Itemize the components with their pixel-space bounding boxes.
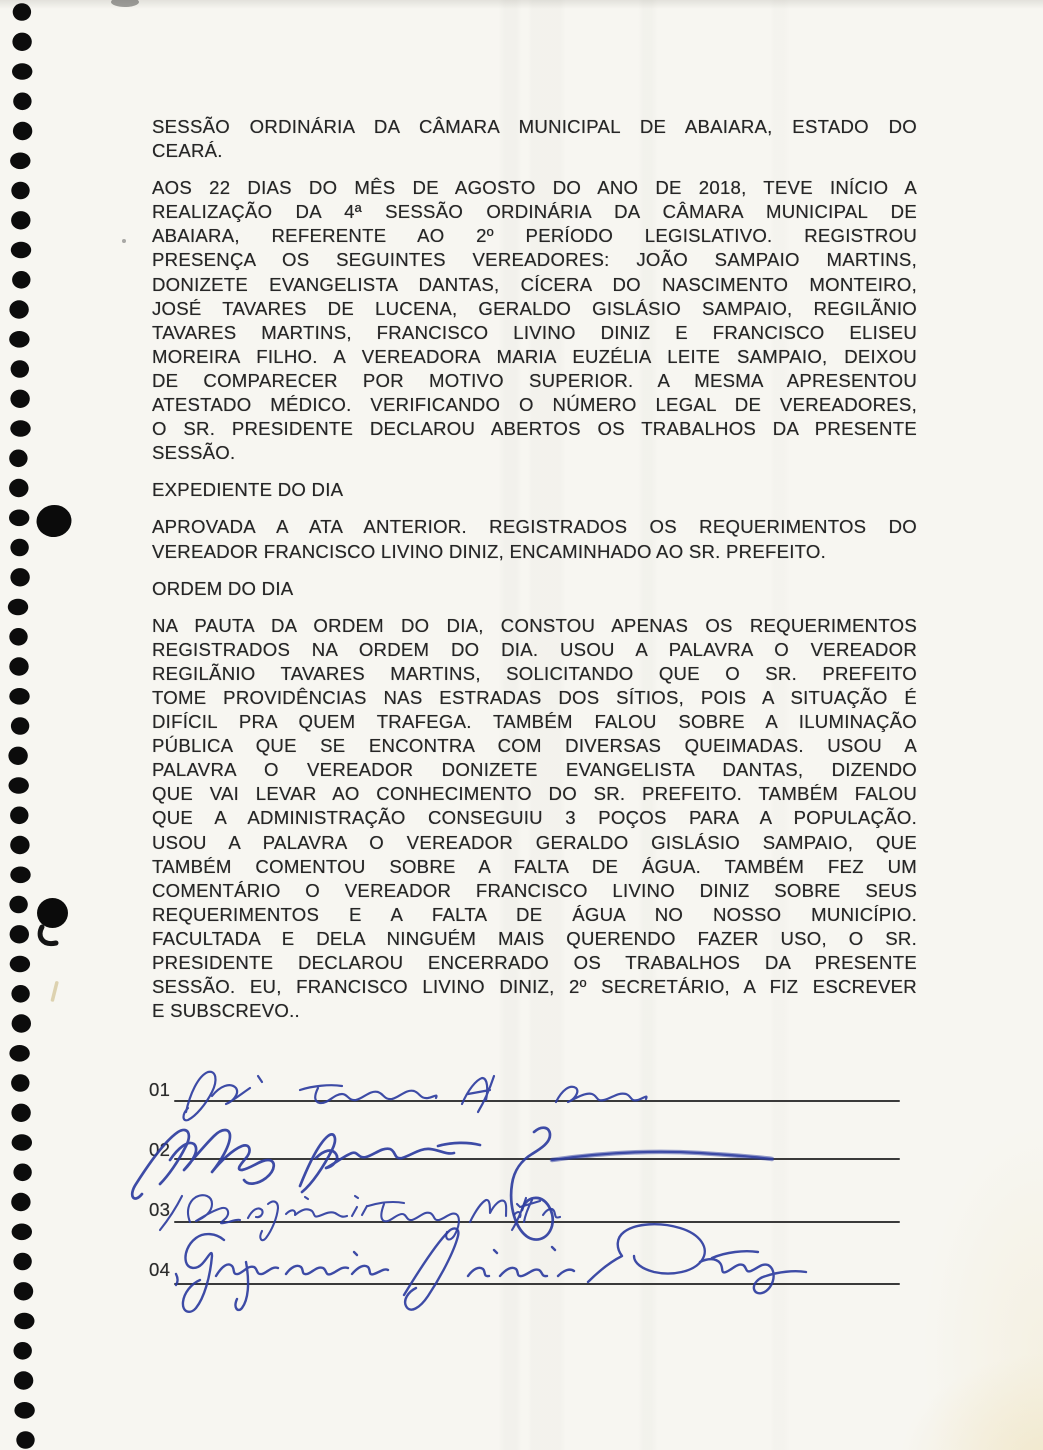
spiral-hole-icon [12, 33, 31, 51]
signature-line-01 [174, 1100, 900, 1102]
text-line: EXPEDIENTE DO DIA [152, 479, 344, 501]
spiral-binding-holes [8, 3, 35, 1449]
spiral-hole-icon [8, 747, 27, 765]
text-line: MOREIRA FILHO. A VEREADORA MARIA EUZÉLIA LEITE SAMPAIO, DEIXOU [152, 345, 917, 367]
text-line: REALIZAÇÃO DA 4ª SESSÃO ORDINÁRIA DA CÂMARA MUNICIPAL DE [152, 201, 917, 223]
spiral-hole-icon [9, 657, 28, 675]
text-line: SESSÃO. EU, FRANCISCO LIVINO DINIZ, 2º SECRETÁRIO, A FIZ ESCREVER [152, 976, 917, 998]
spiral-hole-icon [9, 777, 29, 794]
text-line: PRESIDENTE DECLAROU ENCERRADO OS TRABALHOS DA PRESENTE [152, 952, 917, 973]
text-line: QUE VAI LEVAR AO CONHECIMENTO DO SR. PREFEITO. TAMBÉM FALOU [152, 783, 917, 805]
signature-line-04 [174, 1283, 900, 1285]
text-line: TOME PROVIDÊNCIAS NAS ESTRADAS DOS SÍTIOS, POIS A SITUAÇÃO É [152, 686, 917, 708]
spiral-hole-icon [10, 956, 30, 973]
paper-scratch-mark [50, 981, 58, 1002]
spiral-hole-icon [13, 1164, 31, 1182]
text-line: REGILÃNIO TAVARES MARTINS, SOLICITANDO QUE O SR. PREFEITO [152, 662, 917, 684]
text-line: PÚBLICA QUE SE ENCONTRA COM DIVERSAS QUEIMADAS. USOU A [152, 735, 917, 757]
text-line: PALAVRA O VEREADOR DONIZETE EVANGELISTA DANTAS, DIZENDO [152, 759, 917, 781]
paragraph [152, 515, 917, 563]
text-line: DIFÍCIL PRA QUEM TRAFEGA. TAMBÉM FALOU SOBRE A ILUMINAÇÃO [152, 711, 917, 733]
signature-number-04: 04 [149, 1259, 171, 1280]
text-line: QUE A ADMINISTRAÇÃO CONSEGUIU 3 POÇOS PARA A POPULAÇÃO. [152, 807, 917, 829]
text-line: ABAIARA, REFERENTE AO 2º PERÍODO LEGISLATIVO. REGISTROU [152, 225, 917, 247]
text-line: ORDEM DO DIA [152, 577, 294, 599]
signature-number-02: 02 [149, 1139, 171, 1160]
spiral-hole-icon [11, 1193, 30, 1211]
spiral-hole-icon [13, 122, 32, 140]
text-line: COMENTÁRIO O VEREADOR FRANCISCO LIVINO DINIZ SOBRE SEUS [152, 879, 917, 901]
paragraph [152, 614, 917, 1024]
spiral-hole-icon [10, 420, 30, 437]
spiral-hole-icon [11, 717, 29, 735]
text-line: CEARÁ. [152, 140, 223, 162]
spiral-hole-icon [13, 3, 31, 21]
text-line: AOS 22 DIAS DO MÊS DE AGOSTO DO ANO DE 2018, TEVE INÍCIO A [152, 177, 917, 199]
spiral-hole-icon [9, 331, 29, 348]
spiral-hole-icon [9, 628, 27, 646]
section-heading [152, 478, 917, 502]
text-line: FACULTADA E DELA NINGUÉM MAIS QUERENDO FAZER USO, O SR. [152, 927, 917, 949]
text-line: DONIZETE EVANGELISTA DANTAS, CÍCERA DO NASCIMENTO MONTEIRO, [152, 273, 917, 295]
spiral-hole-icon [9, 300, 28, 318]
text-line: REGISTRADOS NA ORDEM DO DIA. USOU A PALAVRA O VEREADOR [152, 638, 917, 660]
spiral-hole-icon [16, 1431, 34, 1449]
text-line: TAVARES MARTINS, FRANCISCO LIVINO DINIZ E FRANCISCO ELISEU [152, 321, 917, 343]
spiral-hole-icon [12, 1224, 32, 1241]
paper-speck [122, 239, 126, 243]
spiral-hole-icon [8, 599, 28, 616]
punch-hole-smudge [40, 927, 56, 944]
signature-line-03 [174, 1221, 900, 1223]
spiral-hole-icon [13, 93, 31, 111]
spiral-hole-icon [11, 360, 29, 378]
text-line: E SUBSCREVO.. [152, 1000, 300, 1022]
text-line: REQUERIMENTOS E A FALTA DE ÁGUA NO NOSSO MUNICÍPIO. [152, 903, 917, 925]
spiral-hole-icon [11, 242, 31, 259]
text-line: USOU A PALAVRA O VEREADOR GERALDO GISLÁSIO SAMPAIO, QUE [152, 831, 917, 853]
text-line: TAMBÉM COMENTOU SOBRE A FALTA DE ÁGUA. TAMBÉM FEZ UM [152, 855, 917, 877]
punch-hole-icon [37, 898, 68, 928]
spiral-hole-icon [11, 1074, 29, 1092]
spiral-hole-icon [11, 1104, 30, 1122]
spiral-hole-icon [12, 1014, 31, 1032]
spiral-hole-icon [9, 1045, 29, 1062]
text-line: NA PAUTA DA ORDEM DO DIA, CONSTOU APENAS OS REQUERIMENTOS [152, 614, 917, 636]
punch-hole-icon [34, 503, 73, 540]
spiral-hole-icon [9, 896, 27, 914]
text-line: DE COMPARECER POR MOTIVO SUPERIOR. A MESMA APRESENTOU [152, 369, 917, 391]
spiral-hole-icon [13, 1253, 31, 1271]
section-heading [152, 577, 917, 601]
spiral-hole-icon [9, 688, 29, 705]
spiral-hole-icon [10, 836, 29, 854]
spiral-hole-icon [11, 985, 29, 1003]
text-line: O SR. PRESIDENTE DECLAROU ABERTOS OS TRABALHOS DA PRESENTE [152, 418, 917, 440]
signature-row-03 [160, 1195, 560, 1240]
spiral-hole-icon [14, 1282, 33, 1300]
spiral-hole-icon [12, 1134, 32, 1151]
paragraph [152, 176, 917, 465]
spiral-hole-icon [14, 1371, 33, 1389]
signature-number-03: 03 [149, 1199, 171, 1220]
signature-number-01: 01 [149, 1079, 171, 1100]
text-line: APROVADA A ATA ANTERIOR. REGISTRADOS OS REQUERIMENTOS DO [152, 516, 917, 538]
paragraph [152, 115, 917, 163]
spiral-hole-icon [10, 867, 30, 884]
document-text [152, 115, 917, 1036]
spiral-hole-icon [14, 1342, 32, 1360]
text-line: PRESENÇA OS SEGUINTES VEREADORES: JOÃO SAMPAIO MARTINS, [152, 249, 917, 271]
spiral-hole-icon [10, 153, 30, 170]
spiral-hole-icon [10, 807, 28, 825]
spiral-hole-icon [12, 63, 32, 80]
spiral-hole-icon [9, 450, 27, 468]
spiral-hole-icon [14, 1313, 34, 1330]
spiral-hole-icon [10, 390, 29, 408]
spiral-hole-icon [14, 1402, 34, 1419]
spiral-hole-icon [11, 182, 29, 200]
spiral-hole-icon [10, 925, 29, 943]
spiral-hole-icon [10, 539, 28, 557]
spiral-hole-icon [11, 211, 30, 229]
signature-line-02 [174, 1158, 900, 1160]
text-line: SESSÃO. [152, 442, 236, 464]
signature-row-04 [176, 1224, 806, 1312]
text-line: VEREADOR FRANCISCO LIVINO DINIZ, ENCAMINHADO AO SR. PREFEITO. [152, 540, 827, 562]
spiral-hole-icon [12, 271, 30, 289]
spiral-hole-icon [9, 479, 28, 497]
top-edge-smudge [111, 0, 139, 7]
text-line: ATESTADO MÉDICO. VERIFICANDO O NÚMERO LEGAL DE VEREADORES, [152, 394, 917, 416]
spiral-hole-icon [9, 510, 29, 527]
text-line: SESSÃO ORDINÁRIA DA CÂMARA MUNICIPAL DE ABAIARA, ESTADO DO [152, 116, 917, 137]
spiral-hole-icon [10, 568, 29, 586]
signature-row-01 [184, 1072, 647, 1121]
text-line: JOSÉ TAVARES DE LUCENA, GERALDO GISLÁSIO SAMPAIO, REGILÃNIO [152, 297, 917, 319]
